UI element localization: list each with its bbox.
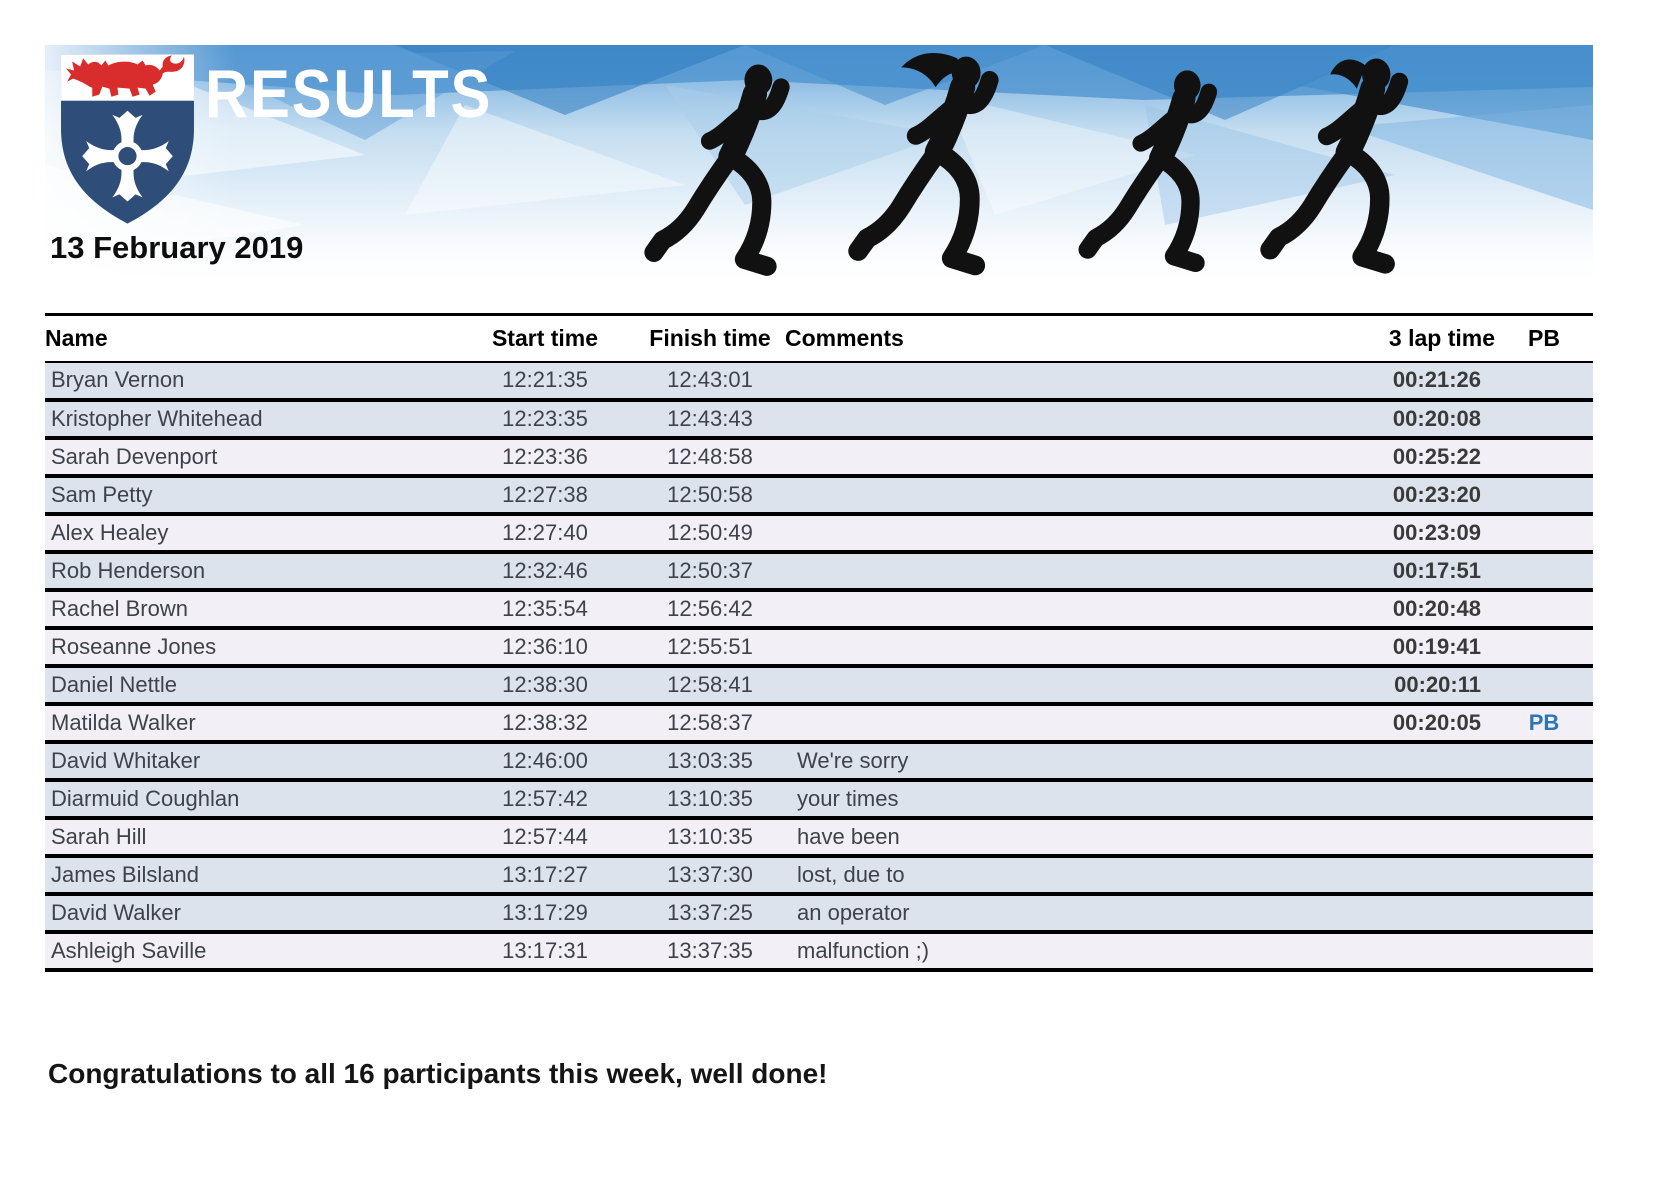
results-table-body [45,362,1593,970]
cell-lap [1165,932,1495,970]
cell-comment [785,476,1165,514]
table-row [45,590,1593,628]
cell-comment: lost, due to [797,861,905,887]
cell-lap [1165,742,1495,780]
cell-start: 13:17:29 [502,899,588,925]
table-row [45,628,1593,666]
cell-comment [785,552,1165,590]
cell-finish: 13:10:35 [667,823,753,849]
cell-pb [1495,552,1593,590]
cell-pb [1495,932,1593,970]
cell-comment [785,514,1165,552]
congrats-note: Congratulations to all 16 participants this week, well done! [48,1058,828,1089]
table-row [45,362,1593,400]
table-row [45,476,1593,514]
cell-lap: 00:21:26 [1392,367,1481,392]
cell-lap [1165,856,1495,894]
cell-name: David Whitaker [51,747,201,773]
cell-comment [785,590,1165,628]
table-row [45,666,1593,704]
cell-lap: 00:17:51 [1392,557,1481,583]
cell-start: 12:35:54 [502,595,588,621]
cell-comment: We're sorry [797,747,909,773]
table-row [45,780,1593,818]
table-row [45,818,1593,856]
cell-comment: have been [797,823,900,849]
cell-start: 13:17:31 [502,937,588,963]
cell-start: 12:27:38 [502,481,588,507]
cell-name: Sam Petty [51,481,153,507]
cell-finish: 12:43:43 [667,405,753,431]
results-table-header [45,315,1593,362]
cell-lap [1165,818,1495,856]
cell-finish: 13:03:35 [667,747,753,773]
header-pb: PB [1528,324,1560,351]
cell-comment [785,400,1165,438]
cell-comment [785,628,1165,666]
header-finish-time: Finish time [649,324,771,351]
cell-pb [1495,894,1593,932]
table-row [45,894,1593,932]
cell-lap: 00:23:20 [1392,481,1481,507]
cell-start: 12:57:44 [502,823,588,849]
header-lap-time: 3 lap time [1388,324,1495,351]
cell-name: Rachel Brown [51,595,188,621]
cell-pb [1495,856,1593,894]
cell-pb [1495,514,1593,552]
cell-lap: 00:20:05 [1392,709,1481,735]
cell-comment [785,362,1165,400]
cell-start: 12:38:32 [502,709,588,735]
cell-name: Sarah Hill [51,823,147,849]
cell-comment: an operator [797,899,910,925]
cell-comment [785,666,1165,704]
cell-name: Kristopher Whitehead [51,405,263,431]
cell-name: Roseanne Jones [51,633,217,659]
cell-name: Diarmuid Coughlan [51,785,240,811]
cell-lap: 00:25:22 [1392,443,1481,469]
cell-lap: 00:20:08 [1392,405,1481,431]
cell-lap: 00:19:41 [1392,633,1481,659]
cell-finish: 13:10:35 [667,785,753,811]
cell-finish: 12:50:49 [667,519,753,545]
cell-pb [1495,362,1593,400]
cell-start: 12:36:10 [502,633,588,659]
header-comments: Comments [785,324,904,351]
table-row [45,856,1593,894]
header-name: Name [45,324,108,351]
cell-start: 12:23:35 [502,405,588,431]
cell-pb [1495,438,1593,476]
cell-lap: 00:23:09 [1392,519,1481,545]
table-row [45,704,1593,742]
cell-name: Matilda Walker [51,709,196,735]
cell-comment [785,438,1165,476]
cell-finish: 12:50:58 [667,481,753,507]
cell-pb: PB [1528,709,1560,735]
cell-pb [1495,780,1593,818]
cell-comment: your times [797,785,899,811]
cell-name: David Walker [51,899,181,925]
header-start-time: Start time [491,324,599,351]
cell-pb [1495,628,1593,666]
cell-name: Alex Healey [51,519,169,545]
cell-lap [1165,894,1495,932]
cell-pb [1495,476,1593,514]
cell-name: James Bilsland [51,861,199,887]
cell-finish: 13:37:25 [667,899,753,925]
results-table [45,313,1593,972]
cell-pb [1495,818,1593,856]
cell-finish: 12:58:41 [667,671,753,697]
cell-comment [785,704,1165,742]
cell-start: 13:17:27 [502,861,588,887]
cell-start: 12:38:30 [502,671,588,697]
cell-pb [1495,666,1593,704]
cell-finish: 12:56:42 [667,595,753,621]
cell-start: 12:32:46 [502,557,588,583]
page-title: RESULTS [205,56,493,132]
cell-start: 12:57:42 [502,785,588,811]
table-row [45,514,1593,552]
table-row [45,742,1593,780]
cell-start: 12:46:00 [502,747,588,773]
cell-pb [1495,400,1593,438]
cell-start: 12:23:36 [502,443,588,469]
cell-name: Sarah Devenport [51,443,218,469]
cell-start: 12:27:40 [502,519,588,545]
cell-finish: 13:37:35 [667,937,753,963]
cell-start: 12:21:35 [502,367,588,392]
cell-finish: 12:50:37 [667,557,753,583]
cell-finish: 12:58:37 [667,709,753,735]
table-row [45,400,1593,438]
cell-finish: 12:43:01 [667,367,753,392]
cell-pb [1495,742,1593,780]
cell-name: Rob Henderson [51,557,206,583]
table-row [45,932,1593,970]
table-row [45,552,1593,590]
club-crest-icon [57,50,198,228]
table-row [45,438,1593,476]
cell-name: Bryan Vernon [51,367,185,392]
cell-finish: 12:48:58 [667,443,753,469]
cell-lap: 00:20:48 [1392,595,1481,621]
event-date: 13 February 2019 [50,230,304,265]
cell-lap [1165,780,1495,818]
cell-finish: 12:55:51 [667,633,753,659]
cell-lap: 00:20:11 [1394,671,1481,697]
cell-comment: malfunction ;) [797,937,930,963]
cell-pb [1495,590,1593,628]
cell-name: Ashleigh Saville [51,937,207,963]
cell-name: Daniel Nettle [51,671,177,697]
cell-finish: 13:37:30 [667,861,753,887]
